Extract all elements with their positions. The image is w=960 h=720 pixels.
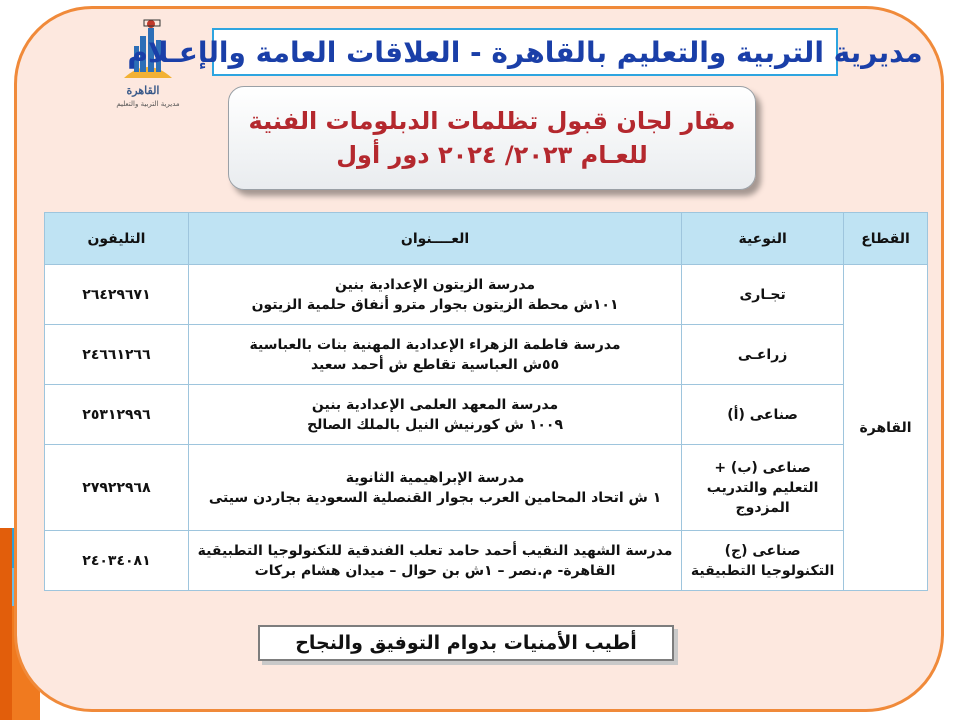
- address-line-1: مدرسة المعهد العلمى الإعدادية بنين: [311, 396, 559, 413]
- address-line-1: مدرسة فاطمة الزهراء الإعدادية المهنية بنات بالعباسية: [249, 336, 621, 353]
- title-line-2: للعـام ٢٠٢٣/ ٢٠٢٤ دور أول: [336, 141, 648, 169]
- address-cell: [188, 445, 681, 531]
- header-banner-text: مديرية التربية والتعليم بالقاهرة - العلاقات العامة والإعـلام: [127, 35, 923, 69]
- committees-table: [44, 212, 928, 591]
- phone-cell: ٢٧٩٢٢٩٦٨: [45, 445, 189, 531]
- footer-text: أطيب الأمنيات بدوام التوفيق والنجاح: [295, 632, 637, 654]
- table-row: [45, 531, 928, 591]
- header-phone: التليفون: [45, 213, 189, 265]
- table-row: [45, 445, 928, 531]
- footer-box: [258, 625, 674, 661]
- address-cell: [188, 325, 681, 385]
- type-line: صناعى (ج): [724, 542, 801, 559]
- type-line: صناعى (ب) +: [714, 459, 811, 476]
- type-cell: [682, 385, 844, 445]
- header-address: العــــنوان: [188, 213, 681, 265]
- table-row: [45, 265, 928, 325]
- type-line-2: التعليم والتدريب: [706, 479, 819, 496]
- type-line: زراعـى: [737, 346, 788, 363]
- header-banner: [127, 28, 923, 76]
- address-cell: [188, 385, 681, 445]
- address-line-2: ١٠٠٩ ش كورنيش النيل بالملك الصالح: [307, 416, 564, 433]
- decor-stripe-dark-orange: [0, 528, 12, 720]
- table-header-row: [45, 213, 928, 265]
- address-cell: [188, 265, 681, 325]
- address-line-1: مدرسة الشهيد النقيب أحمد حامد تعلب الفندقية للتكنولوجيا التطبيقية: [197, 542, 673, 559]
- type-cell: [682, 531, 844, 591]
- address-cell: [188, 531, 681, 591]
- title-line-1: مقار لجان قبول تظلمات الدبلومات الفنية: [248, 107, 736, 135]
- logo-directorate-text: مديرية التربية والتعليم: [116, 100, 180, 108]
- phone-cell: ٢٤٠٣٤٠٨١: [45, 531, 189, 591]
- header-type: النوعية: [682, 213, 844, 265]
- address-line-2: ١٠١ش محطة الزيتون بجوار مترو أنفاق حلمية الزيتون: [251, 296, 619, 313]
- type-cell: [682, 325, 844, 385]
- type-cell: [682, 265, 844, 325]
- phone-cell: ٢٦٤٢٩٦٧١: [45, 265, 189, 325]
- table-row: [45, 325, 928, 385]
- address-line-2: ١ ش اتحاد المحامين العرب بجوار القنصلية السعودية بجاردن سيتى: [208, 489, 662, 506]
- address-line-2: القاهرة- م.نصر – ١ش بن حوال – ميدان هشام بركات: [254, 562, 616, 579]
- phone-cell: ٢٤٦٦١٢٦٦: [45, 325, 189, 385]
- address-line-1: مدرسة الزيتون الإعدادية بنين: [335, 276, 536, 293]
- type-line-3: المزدوج: [735, 499, 790, 516]
- title-box: [228, 86, 756, 190]
- header-sector: القطاع: [844, 213, 928, 265]
- type-line: تجـارى: [739, 286, 786, 303]
- address-line-1: مدرسة الإبراهيمية الثانوية: [345, 469, 525, 486]
- logo-city-text: القاهرة: [126, 84, 160, 97]
- type-cell: [682, 445, 844, 531]
- type-line: صناعى (أ): [727, 406, 798, 423]
- sector-cell: القاهرة: [844, 265, 928, 591]
- table-row: [45, 385, 928, 445]
- phone-cell: ٢٥٣١٢٩٩٦: [45, 385, 189, 445]
- type-line-2: التكنولوجيا التطبيقية: [690, 562, 835, 579]
- address-line-2: ٥٥ش العباسية تقاطع ش أحمد سعيد: [310, 356, 560, 373]
